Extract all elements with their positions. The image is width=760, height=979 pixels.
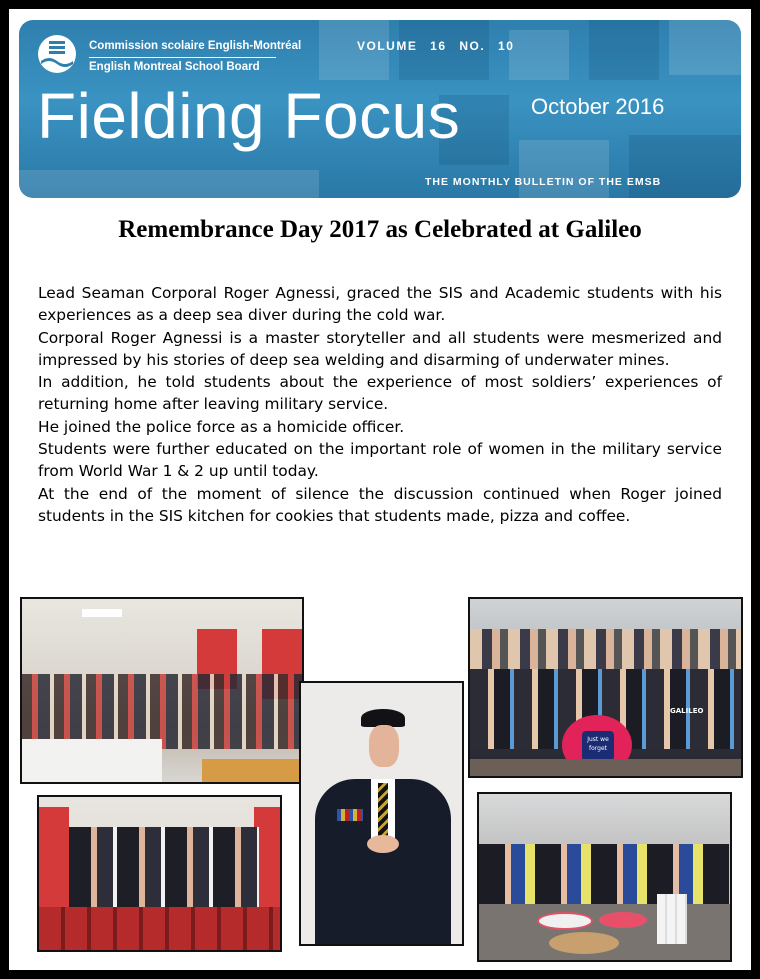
emsb-logo-icon	[37, 34, 77, 74]
shirt-text: GALILEO	[670, 707, 704, 715]
article-body	[38, 282, 722, 527]
org-divider	[89, 57, 276, 58]
masthead-banner	[19, 20, 741, 198]
photo-group-wreath	[468, 597, 743, 778]
article-paragraph: Students were further educated on the important role of women in the military service from World War 1 & 2 up until today.	[38, 440, 722, 481]
article-paragraph: He joined the police force as a homicide officer.	[38, 417, 405, 436]
org-name-french: Commission scolaire English-Montréal	[89, 40, 302, 52]
photo-kitchen-refreshments	[477, 792, 732, 962]
issue-date: October 2016	[531, 94, 665, 119]
photo-classroom-audience	[20, 597, 304, 784]
article-paragraph: In addition, he told students about the experience of most soldiers’ experiences of returning home after leaving military service.	[38, 373, 722, 414]
article-paragraph: At the end of the moment of silence the discussion continued when Roger joined students in the SIS kitchen for cookies that students made, pizza and coffee.	[38, 484, 722, 525]
article-headline: Remembrance Day 2017 as Celebrated at Galileo	[118, 216, 642, 243]
org-name-english: English Montreal School Board	[89, 61, 260, 73]
newsletter-title: Fielding Focus	[37, 80, 461, 152]
article-paragraph: Corporal Roger Agnessi is a master storyteller and all students were mesmerized and impressed by his stories of deep sea welding and disarming of underwater mines.	[38, 328, 722, 369]
newsletter-tagline: THE MONTHLY BULLETIN OF THE EMSB	[425, 176, 662, 188]
newsletter-page	[9, 9, 751, 970]
issue-number: NO. 10	[459, 39, 515, 53]
wreath-card: Just we forget	[582, 731, 614, 761]
photo-veteran-portrait	[299, 681, 464, 946]
volume-label: VOLUME 16	[357, 39, 447, 53]
volume-info	[357, 39, 514, 53]
article-paragraph: Lead Seaman Corporal Roger Agnessi, graced the SIS and Academic students with his experiences as a deep sea diver during the cold war.	[38, 284, 722, 325]
photo-students-with-veteran	[37, 795, 282, 952]
